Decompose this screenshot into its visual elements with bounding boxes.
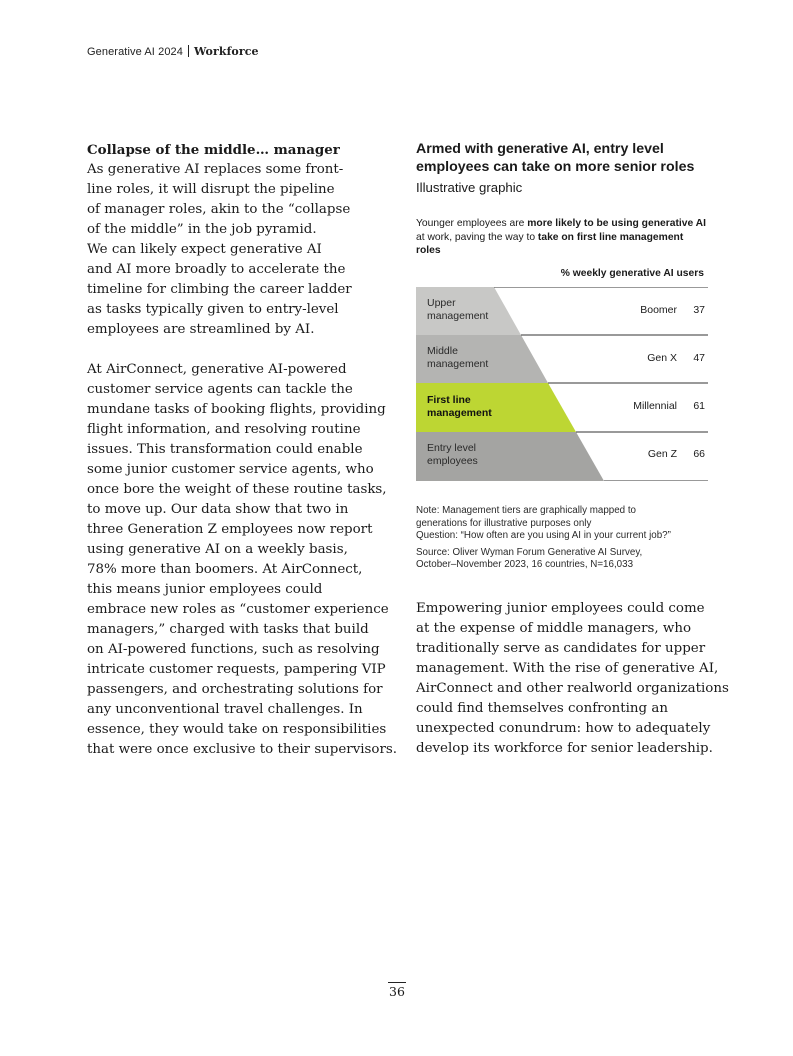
page-number: 36 [389,984,405,999]
text-line: We can likely expect generative AI [87,242,322,257]
text-line: embrace new roles as “customer experience [87,602,389,617]
generation-value: 61 [693,399,705,412]
tier-label-line: management [427,358,489,370]
text-line: and AI more broadly to accelerate the [87,262,346,277]
generation-label: Boomer [640,303,677,316]
text-line: at the expense of middle managers, who [416,621,692,636]
text-line: timeline for climbing the career ladder [87,282,352,297]
figure-title [416,140,708,176]
tier-label-line: First line [427,393,471,406]
figure-pyramid [416,140,708,481]
text-line: this means junior employees could [87,582,323,597]
text-line: issues. This transformation could enable [87,442,363,457]
right-column-paragraph [416,599,729,759]
paragraph-2 [87,360,398,760]
text-line: AirConnect and other realworld organizations [416,681,729,696]
tier-label-line: management [427,407,492,419]
text-line: any unconventional travel challenges. In [87,702,363,717]
text-line: as tasks typically given to entry-level [87,302,339,317]
text-line: unexpected conundrum: how to adequately [416,721,711,736]
source-line: Source: Oliver Wyman Forum Generative AI Survey, [416,546,643,558]
text-line: three Generation Z employees now report [87,522,373,537]
note-line: Question: “How often are you using AI in your current job?” [416,530,671,542]
tier-label-line: management [427,310,489,322]
tier-label-line: Middle [427,344,458,357]
text-line: mundane tasks of booking flights, providing [87,402,386,417]
tier-label-line: employees [427,455,478,467]
text-line: passengers, and orchestrating solutions for [87,682,383,697]
text-line: At AirConnect, generative AI-powered [87,362,347,377]
text-line: of the middle” in the job pyramid. [87,222,317,237]
text-line: on AI-powered functions, such as resolving [87,642,380,657]
figure-intro [416,217,708,258]
text-line: employees are streamlined by AI. [87,322,315,337]
note-line: generations for illustrative purposes only [416,517,592,529]
text-line: customer service agents can tackle the [87,382,353,397]
text-line: using generative AI on a weekly basis, [87,542,348,557]
figure-subtitle: Illustrative graphic [416,180,523,195]
text-line: that were once exclusive to their supervisors. [87,742,398,757]
text-line: managers,” charged with tasks that build [87,622,369,637]
text-line: some junior customer service agents, who [87,462,374,477]
section-heading: Collapse of the middle… manager [87,142,340,158]
note-line: Note: Management tiers are graphically mapped to [416,505,637,516]
text-line: once bore the weight of these routine tasks, [87,482,387,497]
source-line: October–November 2023, 16 countries, N=16,033 [416,559,634,571]
publication-title: Generative AI 2024 [87,46,183,58]
text-line: intricate customer requests, pampering VIP [87,662,386,677]
tier-label-middle [427,345,488,372]
text-line: traditionally serve as candidates for upper [416,641,706,656]
figure-title-line: employees can take on more senior roles [416,159,695,175]
tier-label-line: Entry level [427,441,477,454]
text-line: could find themselves confronting an [416,701,668,716]
column-header: % weekly generative AI users [560,267,704,279]
text-line: to move up. Our data show that two in [87,502,349,517]
tier-label-upper [427,297,488,324]
intro-bold-text: more likely to be using generative AI [527,218,706,229]
figure-title-line: Armed with generative AI, entry level [416,141,664,157]
figure-notes [416,505,716,572]
intro-text: at work, paving the way to [416,231,538,243]
pyramid-graphic [416,287,708,481]
left-column [87,140,398,760]
text-line: essence, they would take on responsibilities [87,722,387,737]
tier-label-first-line [427,394,492,421]
text-line: flight information, and resolving routine [87,422,361,437]
text-line: 78% more than boomers. At AirConnect, [87,562,363,577]
tier-label-entry [427,442,478,469]
text-line: management. With the rise of generative AI, [416,661,719,676]
intro-bold-text: take on first line management roles [416,231,684,256]
text-line: of manager roles, akin to the “collapse [87,202,351,217]
generation-value: 37 [693,303,705,316]
running-header [87,45,259,58]
generation-value: 66 [693,447,705,460]
text-line: develop its workforce for senior leadership. [416,741,713,756]
generation-label: Gen Z [647,447,677,460]
figure-source [416,547,716,572]
text-line: Empowering junior employees could come [416,601,705,616]
text-line: line roles, it will disrupt the pipeline [87,182,335,197]
tier-label-line: Upper [427,296,456,309]
text-line: As generative AI replaces some front- [87,162,344,177]
generation-label: Gen X [647,351,677,364]
intro-text: Younger employees are [416,218,528,229]
generation-label: Millennial [633,399,677,412]
generation-value: 47 [693,351,705,364]
section-title: Workforce [193,45,259,58]
paragraph-1 [87,160,382,340]
header-divider [188,45,189,57]
